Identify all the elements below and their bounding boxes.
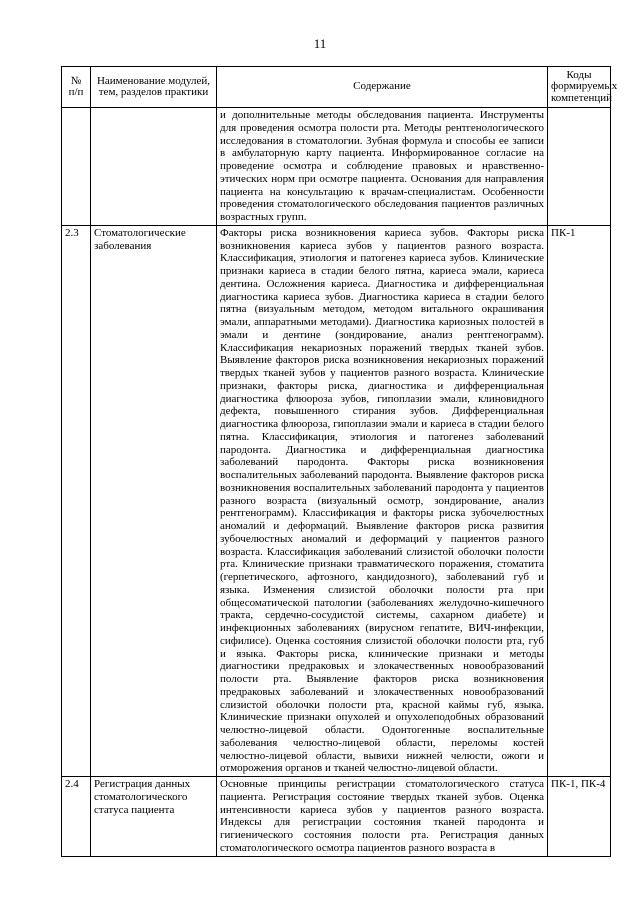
table-header-row: [62, 67, 611, 108]
page-number: 11: [313, 36, 327, 51]
header-num: № п/п: [62, 67, 91, 108]
curriculum-table: [61, 66, 618, 857]
row-num: 2.4: [62, 777, 91, 857]
row-content: Факторы риска возникновения кариеса зубов. Факторы риска возникновения кариеса зубов у пациентов разного возраста. Классификация, этиология и патогенез кариеса зубов. Клинические признаки кариеса в стадии белого пятна, кариеса эмали, кариеса дентина. Осложнения кариеса. Диагностика и дифференциальная диагностика кариеса зубов. Диагностика кариеса в стадии белого пятна (визуальным методом, методом витального окрашивания эмали, аппаратными методами). Диагностика кариозных полостей в эмали и дентине (зондирование, анализ рентгенограмм). Классификация некариозных поражений твердых тканей зубов. Выявление факторов риска возникновения некариозных поражений твердых тканей зубов у пациентов разного возраста. Клинические признаки, факторы риска, диагностика и дифференциальная диагностика флюороза зубов, гипоплазии эмали, клиновидного дефекта, повышенного стирания зубов. Дифференциальная диагностика флюороза, гипоплазии эмали и кариеса в стадии белого пятна. Классификация, этиология и патогенез заболеваний пародонта. Диагностика и дифференциальная диагностика заболеваний пародонта. Факторы риска возникновения воспалительных заболеваний пародонта. Выявление факторов риска возникновения воспалительных заболеваний пародонта у пациентов разного возраста (визуальный осмотр, зондирование, анализ рентгенограмм). Классификация и факторы риска зубочелюстных аномалий и деформаций. Выявление факторов риска развития зубочелюстных аномалий и деформаций у пациентов разного возраста. Классификация заболеваний слизистой оболочки полости рта. Клинические признаки травматического поражения, стоматита (герпетического, афтозного, кандидозного), заболеваний губ и языка. Изменения слизистой оболочки полости рта при общесоматической патологии (заболеваниях желудочно-кишечного тракта, сердечно-сосудистой системы, сахарном диабете) и инфекционных заболеваниях (вирусном гепатите, ВИЧ-инфекции, сифилисе). Оценка состояния слизистой оболочки полости рта, губ и языка. Факторы риска, клинические признаки и методы диагностики предраковых и злокачественных новообразований полости рта. Выявление факторов риска возникновения предраковых заболеваний и злокачественных новообразований слизистой оболочки полости рта, красной каймы губ, языка. Клинические признаки опухолей и опухолеподобных образований челюстно-лицевой области. Одонтогенные воспалительные заболевания челюстно-лицевой области, переломы костей челюстно-лицевой области, вывихи нижней челюсти, ожоги и отморожения органов и тканей челюстно-лицевой области.: [217, 225, 548, 776]
row-competencies: [548, 108, 611, 226]
row-name: Стоматологические заболевания: [91, 225, 217, 776]
row-num: [62, 108, 91, 226]
table-row: [62, 225, 611, 776]
row-name: Регистрация данных стоматологического статуса пациента: [91, 777, 217, 857]
row-competencies: ПК-1: [548, 225, 611, 776]
row-num: 2.3: [62, 225, 91, 776]
header-name: Наименование модулей, тем, разделов практики: [91, 67, 217, 108]
row-content: и дополнительные методы обследования пациента. Инструменты для проведения осмотра полости рта. Методы рентгенологического исследования в стоматологии. Зубная формула и способы ее записи в амбулаторную карту пациента. Информированное согласие на проведение осмотра и соблюдение правовых и нравственно-этических норм при осмотре пациента. Основания для направления пациента на консультацию к врачам-специалистам. Особенности проведения стоматологического обследования пациентов различных возрастных групп.: [217, 108, 548, 226]
header-content: Содержание: [217, 67, 548, 108]
row-name: [91, 108, 217, 226]
row-competencies: ПК-1, ПК-4: [548, 777, 611, 857]
header-competencies: Коды формируемых компетенций: [548, 67, 611, 108]
table-row: [62, 777, 611, 857]
row-content: Основные принципы регистрации стоматологического статуса пациента. Регистрация состояние твердых тканей зубов. Оценка интенсивности кариеса зубов у пациентов разного возраста. Индексы для регистрации состояния тканей пародонта и гигиенического состояния полости рта. Регистрация данных стоматологического осмотра пациентов разного возраста в: [217, 777, 548, 857]
table-row: [62, 108, 611, 226]
